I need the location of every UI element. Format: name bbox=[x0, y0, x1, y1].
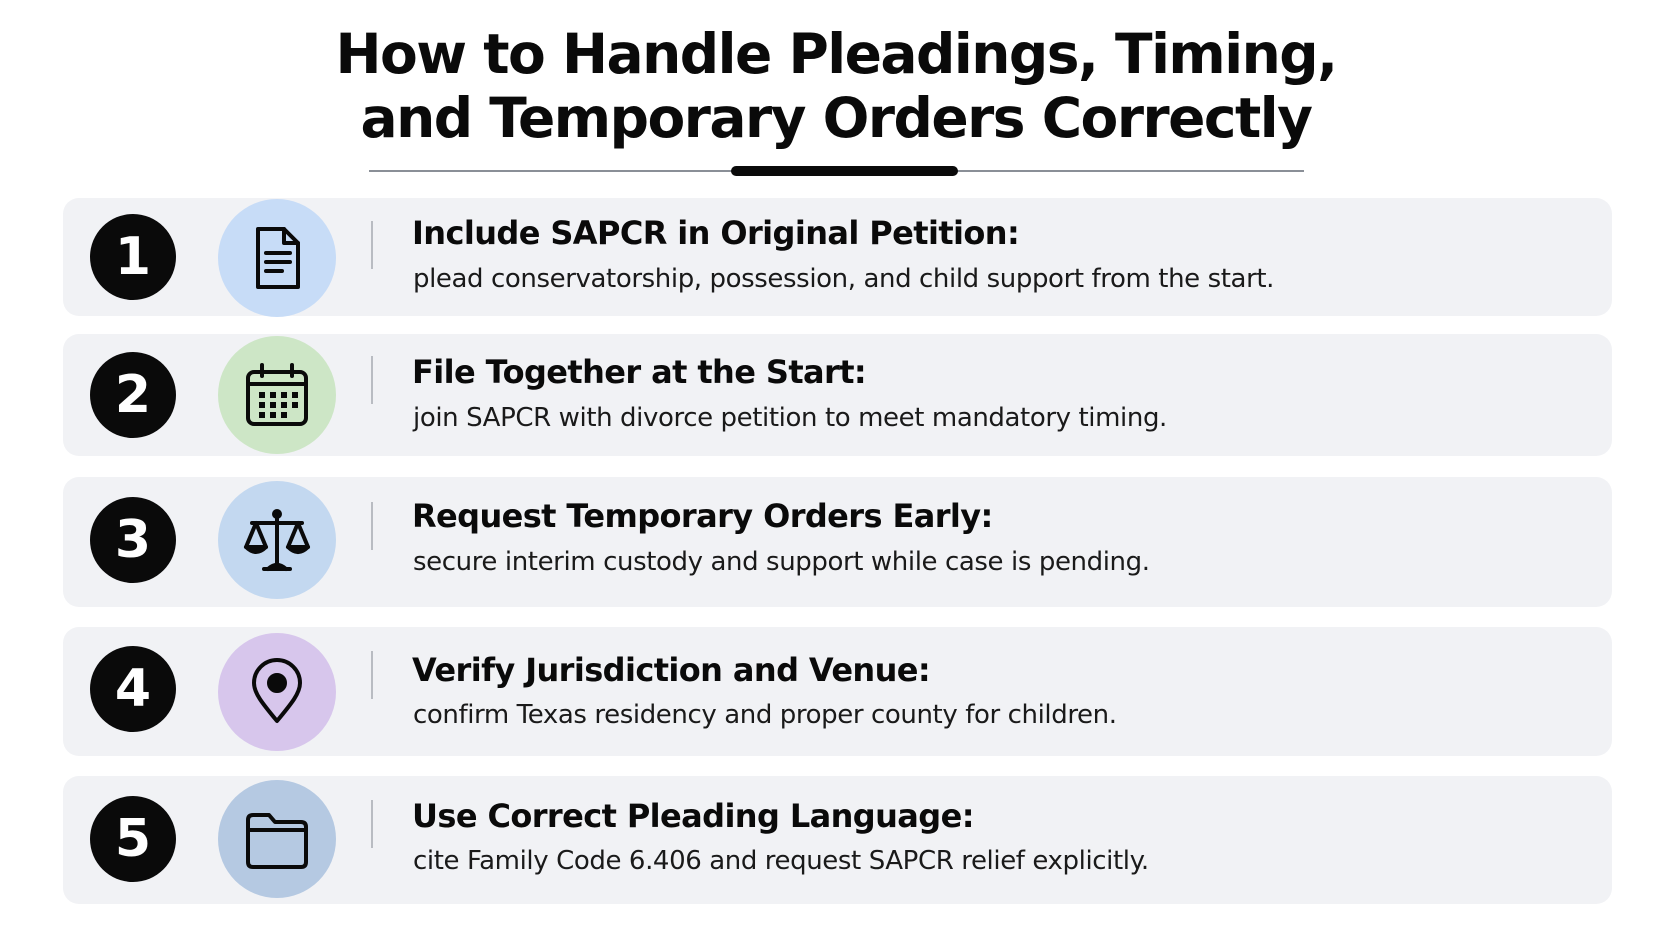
step-title: Verify Jurisdiction and Venue: bbox=[412, 651, 931, 689]
calendar-icon bbox=[242, 360, 312, 430]
step-title: Request Temporary Orders Early: bbox=[412, 497, 993, 535]
step-icon-circle bbox=[218, 780, 336, 898]
step-divider bbox=[371, 800, 373, 848]
step-divider bbox=[371, 356, 373, 404]
step-divider bbox=[371, 502, 373, 550]
scales-icon bbox=[242, 505, 312, 575]
step-card-2 bbox=[63, 334, 1612, 456]
step-title: Include SAPCR in Original Petition: bbox=[412, 214, 1020, 252]
document-icon bbox=[242, 223, 312, 293]
step-card-3 bbox=[63, 477, 1612, 607]
step-icon-circle bbox=[218, 199, 336, 317]
title-line-1: How to Handle Pleadings, Timing, bbox=[335, 22, 1337, 86]
step-number-badge: 1 bbox=[90, 214, 176, 300]
step-title: Use Correct Pleading Language: bbox=[412, 797, 974, 835]
step-divider bbox=[371, 221, 373, 269]
title-line-2: and Temporary Orders Correctly bbox=[360, 86, 1312, 150]
step-title: File Together at the Start: bbox=[412, 353, 867, 391]
step-number-badge: 3 bbox=[90, 497, 176, 583]
step-icon-circle bbox=[218, 336, 336, 454]
step-description: cite Family Code 6.406 and request SAPCR relief explicitly. bbox=[413, 846, 1149, 876]
step-icon-circle bbox=[218, 633, 336, 751]
step-description: join SAPCR with divorce petition to meet mandatory timing. bbox=[413, 403, 1167, 433]
step-divider bbox=[371, 651, 373, 699]
step-number-badge: 5 bbox=[90, 796, 176, 882]
step-icon-circle bbox=[218, 481, 336, 599]
step-number-badge: 2 bbox=[90, 352, 176, 438]
folder-icon bbox=[242, 804, 312, 874]
step-card-5 bbox=[63, 776, 1612, 904]
step-card-1 bbox=[63, 198, 1612, 316]
step-description: secure interim custody and support while case is pending. bbox=[413, 547, 1150, 577]
step-number-badge: 4 bbox=[90, 646, 176, 732]
location-pin-icon bbox=[242, 657, 312, 727]
step-description: plead conservatorship, possession, and child support from the start. bbox=[413, 264, 1275, 294]
step-description: confirm Texas residency and proper county for children. bbox=[413, 700, 1117, 730]
step-card-4 bbox=[63, 627, 1612, 756]
